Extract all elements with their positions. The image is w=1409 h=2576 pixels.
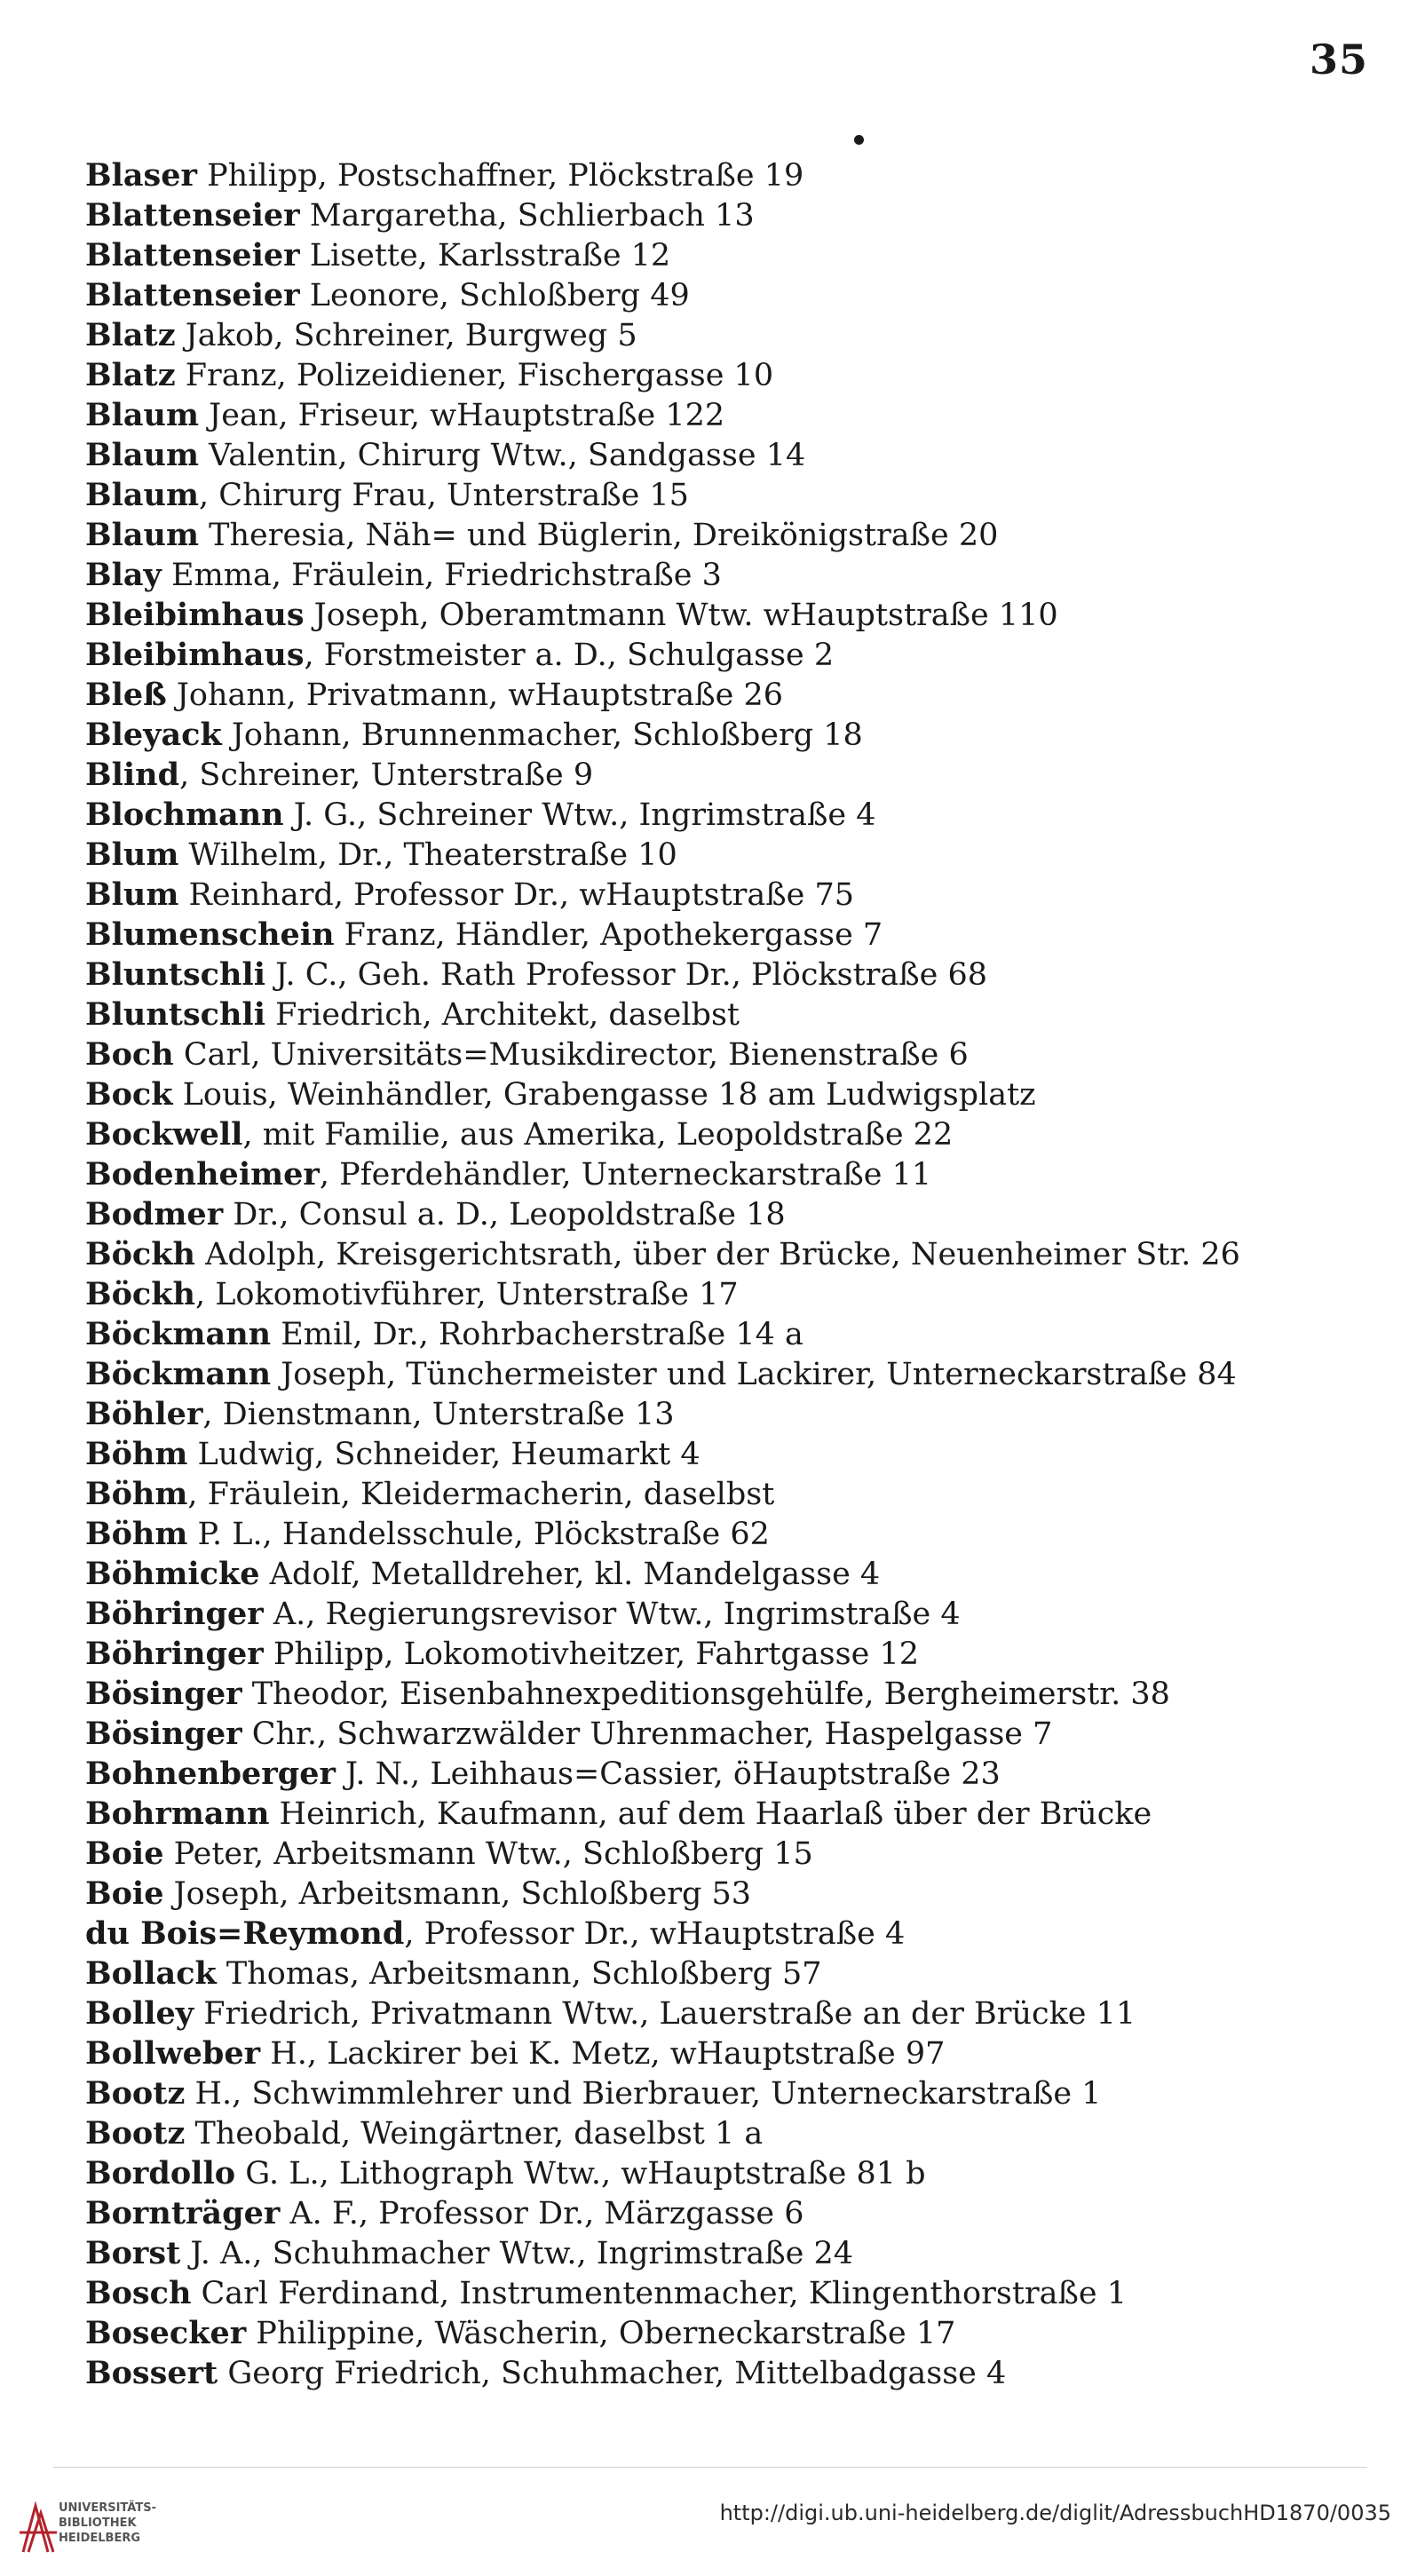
entry-details: A., Regierungsrevisor Wtw., Ingrimstraße 4 bbox=[263, 1597, 961, 1632]
entry-details: Heinrich, Kaufmann, auf dem Haarlaß über der Brücke bbox=[269, 1796, 1152, 1832]
library-name-line-2: BIBLIOTHEK bbox=[59, 2517, 137, 2530]
directory-entry bbox=[85, 675, 1373, 715]
directory-entry bbox=[85, 2233, 1373, 2273]
entry-surname: Böhm bbox=[85, 1476, 188, 1512]
entry-surname: Böhm bbox=[85, 1516, 188, 1552]
directory-entry bbox=[85, 2073, 1373, 2113]
entry-details: Adolf, Metalldreher, kl. Mandelgasse 4 bbox=[259, 1557, 881, 1592]
entry-details: , Professor Dr., wHauptstraße 4 bbox=[404, 1916, 906, 1952]
entry-details: , Forstmeister a. D., Schulgasse 2 bbox=[304, 638, 835, 673]
directory-entry bbox=[85, 2273, 1373, 2313]
entry-surname: Bodenheimer bbox=[85, 1156, 320, 1193]
entry-details: , Schreiner, Unterstraße 9 bbox=[179, 757, 594, 793]
entry-details: Johann, Privatmann, wHauptstraße 26 bbox=[166, 678, 784, 713]
entry-surname: Blatz bbox=[85, 357, 176, 393]
entry-details: Theobald, Weingärtner, daselbst 1 a bbox=[185, 2116, 764, 2152]
directory-entry bbox=[85, 755, 1373, 795]
directory-entry bbox=[85, 715, 1373, 755]
entry-surname: Blattenseier bbox=[85, 237, 300, 273]
entry-details: Dr., Consul a. D., Leopoldstraße 18 bbox=[223, 1197, 786, 1233]
directory-entry bbox=[85, 1154, 1373, 1194]
entry-surname: Bluntschli bbox=[85, 956, 265, 993]
entry-surname: Bolley bbox=[85, 1995, 194, 2032]
entry-details: Carl, Universitäts=Musikdirector, Bienenstraße 6 bbox=[173, 1037, 969, 1073]
entry-surname: Boie bbox=[85, 1835, 164, 1872]
entry-details: Thomas, Arbeitsmann, Schloßberg 57 bbox=[216, 1956, 822, 1992]
entry-details: Emil, Dr., Rohrbacherstraße 14 a bbox=[271, 1317, 803, 1352]
directory-entry bbox=[85, 1874, 1373, 1914]
entry-surname: Bohnenberger bbox=[85, 1756, 336, 1792]
entry-details: Friedrich, Privatmann Wtw., Lauerstraße an der Brücke 11 bbox=[194, 1996, 1136, 2032]
directory-entry bbox=[85, 795, 1373, 835]
entry-surname: Böckh bbox=[85, 1276, 195, 1312]
directory-entry bbox=[85, 1554, 1373, 1594]
entry-surname: Bleibimhaus bbox=[85, 597, 305, 633]
directory-entry bbox=[85, 1474, 1373, 1514]
directory-entry bbox=[85, 355, 1373, 395]
entry-surname: Bornträger bbox=[85, 2195, 281, 2231]
directory-entry bbox=[85, 955, 1373, 995]
directory-entry bbox=[85, 315, 1373, 355]
entry-surname: Böhringer bbox=[85, 1636, 264, 1672]
entry-surname: Blaum bbox=[85, 397, 200, 433]
directory-entry bbox=[85, 435, 1373, 475]
entry-surname: Bock bbox=[85, 1076, 173, 1113]
directory-entry bbox=[85, 835, 1373, 875]
directory-entry bbox=[85, 235, 1373, 275]
directory-entry bbox=[85, 155, 1373, 195]
entry-details: Franz, Händler, Apothekergasse 7 bbox=[334, 917, 883, 953]
library-name-line-3: HEIDELBERG bbox=[59, 2532, 141, 2545]
entry-details: Joseph, Tünchermeister und Lackirer, Unterneckarstraße 84 bbox=[271, 1357, 1237, 1392]
entry-details: Margaretha, Schlierbach 13 bbox=[299, 198, 755, 234]
entry-details: Chr., Schwarzwälder Uhrenmacher, Haspelgasse 7 bbox=[241, 1716, 1053, 1752]
directory-entry bbox=[85, 635, 1373, 675]
entry-details: Johann, Brunnenmacher, Schloßberg 18 bbox=[221, 717, 863, 753]
directory-entry bbox=[85, 1114, 1373, 1154]
entry-details: Joseph, Oberamtmann Wtw. wHauptstraße 110 bbox=[304, 598, 1058, 633]
entry-surname: Bosecker bbox=[85, 2315, 247, 2351]
entry-surname: Böhmicke bbox=[85, 1556, 260, 1592]
entry-surname: Bollweber bbox=[85, 2035, 261, 2072]
directory-entry bbox=[85, 1274, 1373, 1314]
entry-surname: Bleibimhaus bbox=[85, 637, 305, 673]
entry-surname: Bosch bbox=[85, 2275, 192, 2311]
entry-surname: Böckh bbox=[85, 1236, 195, 1272]
entry-details: Emma, Fräulein, Friedrichstraße 3 bbox=[161, 558, 722, 593]
entry-details: , Dienstmann, Unterstraße 13 bbox=[202, 1397, 675, 1432]
entry-details: Reinhard, Professor Dr., wHauptstraße 75 bbox=[178, 877, 855, 913]
entry-surname: Blaum bbox=[85, 477, 200, 513]
directory-entry bbox=[85, 995, 1373, 1034]
entry-surname: Blumenschein bbox=[85, 916, 335, 953]
directory-entry bbox=[85, 475, 1373, 515]
entry-details: Joseph, Arbeitsmann, Schloßberg 53 bbox=[163, 1876, 752, 1912]
entry-surname: Bösinger bbox=[85, 1716, 242, 1752]
entry-surname: Böhler bbox=[85, 1396, 203, 1432]
directory-entry bbox=[85, 2153, 1373, 2193]
directory-entry bbox=[85, 1394, 1373, 1434]
directory-entry-list bbox=[85, 155, 1373, 2393]
entry-surname: Bösinger bbox=[85, 1676, 242, 1712]
entry-details: Louis, Weinhändler, Grabengasse 18 am Ludwigsplatz bbox=[172, 1077, 1036, 1113]
entry-surname: Blaum bbox=[85, 517, 200, 553]
entry-details: Theodor, Eisenbahnexpeditionsgehülfe, Bergheimerstr. 38 bbox=[241, 1676, 1170, 1712]
entry-surname: Blum bbox=[85, 836, 179, 873]
entry-details: Theresia, Näh= und Büglerin, Dreikönigstraße 20 bbox=[199, 518, 999, 553]
entry-surname: Boch bbox=[85, 1036, 174, 1073]
entry-details: G. L., Lithograph Wtw., wHauptstraße 81 b bbox=[235, 2156, 926, 2192]
entry-surname: Böckmann bbox=[85, 1356, 272, 1392]
entry-surname: Böhm bbox=[85, 1436, 188, 1472]
directory-entry bbox=[85, 1674, 1373, 1714]
entry-details: Jean, Friseur, wHauptstraße 122 bbox=[199, 398, 725, 433]
page-number: 35 bbox=[1310, 36, 1369, 83]
directory-entry bbox=[85, 1834, 1373, 1874]
entry-details: Adolph, Kreisgerichtsrath, über der Brücke, Neuenheimer Str. 26 bbox=[194, 1237, 1240, 1272]
directory-entry bbox=[85, 1714, 1373, 1754]
directory-entry bbox=[85, 2353, 1373, 2393]
directory-entry bbox=[85, 395, 1373, 435]
entry-surname: Blatz bbox=[85, 317, 176, 353]
entry-surname: Bootz bbox=[85, 2075, 186, 2112]
entry-details: Jakob, Schreiner, Burgweg 5 bbox=[175, 318, 637, 353]
directory-entry bbox=[85, 595, 1373, 635]
entry-surname: Boie bbox=[85, 1875, 164, 1912]
directory-entry bbox=[85, 1914, 1373, 1954]
directory-entry bbox=[85, 555, 1373, 595]
entry-surname: Bleß bbox=[85, 677, 167, 713]
directory-entry bbox=[85, 2033, 1373, 2073]
ink-dot bbox=[854, 135, 864, 145]
directory-entry bbox=[85, 1794, 1373, 1834]
entry-surname: Blaser bbox=[85, 157, 197, 194]
entry-surname: Blind bbox=[85, 757, 180, 793]
entry-details: Georg Friedrich, Schuhmacher, Mittelbadgasse 4 bbox=[218, 2356, 1007, 2391]
entry-details: Carl Ferdinand, Instrumentenmacher, Klingenthorstraße 1 bbox=[191, 2276, 1127, 2311]
directory-entry bbox=[85, 1034, 1373, 1074]
entry-details: Valentin, Chirurg Wtw., Sandgasse 14 bbox=[199, 438, 806, 473]
directory-entry bbox=[85, 1514, 1373, 1554]
directory-entry bbox=[85, 915, 1373, 955]
entry-surname: du Bois=Reymond bbox=[85, 1915, 405, 1952]
directory-entry bbox=[85, 875, 1373, 915]
directory-entry bbox=[85, 1954, 1373, 1993]
entry-details: H., Schwimmlehrer und Bierbrauer, Unterneckarstraße 1 bbox=[185, 2076, 1102, 2112]
directory-entry bbox=[85, 195, 1373, 235]
directory-entry bbox=[85, 1754, 1373, 1794]
entry-surname: Bodmer bbox=[85, 1196, 224, 1233]
directory-entry bbox=[85, 2113, 1373, 2153]
entry-details: P. L., Handelsschule, Plöckstraße 62 bbox=[187, 1517, 770, 1552]
entry-details: J. A., Schuhmacher Wtw., Ingrimstraße 24 bbox=[180, 2236, 854, 2271]
directory-entry bbox=[85, 1594, 1373, 1634]
entry-details: Philippine, Wäscherin, Oberneckarstraße 17 bbox=[246, 2316, 956, 2351]
entry-details: J. C., Geh. Rath Professor Dr., Plöckstraße 68 bbox=[265, 957, 988, 993]
entry-surname: Bordollo bbox=[85, 2155, 236, 2192]
entry-surname: Blattenseier bbox=[85, 277, 300, 313]
entry-details: , Pferdehändler, Unterneckarstraße 11 bbox=[319, 1157, 932, 1193]
entry-details: Lisette, Karlsstraße 12 bbox=[299, 238, 671, 273]
directory-entry bbox=[85, 1234, 1373, 1274]
entry-surname: Blay bbox=[85, 557, 162, 593]
directory-entry bbox=[85, 2193, 1373, 2233]
entry-surname: Bluntschli bbox=[85, 996, 265, 1033]
entry-details: A. F., Professor Dr., Märzgasse 6 bbox=[280, 2196, 804, 2231]
directory-entry bbox=[85, 1314, 1373, 1354]
entry-details: H., Lackirer bei K. Metz, wHauptstraße 97 bbox=[260, 2036, 946, 2072]
directory-entry bbox=[85, 2313, 1373, 2353]
entry-surname: Blum bbox=[85, 876, 179, 913]
entry-details: Leonore, Schloßberg 49 bbox=[299, 278, 690, 313]
entry-details: , Fräulein, Kleidermacherin, daselbst bbox=[187, 1477, 775, 1512]
directory-entry bbox=[85, 1354, 1373, 1394]
entry-surname: Blattenseier bbox=[85, 197, 300, 234]
entry-details: Franz, Polizeidiener, Fischergasse 10 bbox=[175, 358, 774, 393]
entry-details: J. G., Schreiner Wtw., Ingrimstraße 4 bbox=[283, 797, 876, 833]
entry-details: Philipp, Lokomotivheitzer, Fahrtgasse 12 bbox=[263, 1637, 919, 1672]
footer-divider bbox=[53, 2467, 1367, 2468]
entry-surname: Borst bbox=[85, 2235, 181, 2271]
entry-details: Peter, Arbeitsmann Wtw., Schloßberg 15 bbox=[163, 1836, 813, 1872]
entry-details: Wilhelm, Dr., Theaterstraße 10 bbox=[178, 837, 677, 873]
directory-entry bbox=[85, 1634, 1373, 1674]
directory-entry bbox=[85, 1434, 1373, 1474]
entry-details: Ludwig, Schneider, Heumarkt 4 bbox=[187, 1437, 701, 1472]
entry-details: Friedrich, Architekt, daselbst bbox=[265, 997, 740, 1033]
entry-details: , Lokomotivführer, Unterstraße 17 bbox=[194, 1277, 739, 1312]
directory-entry bbox=[85, 275, 1373, 315]
entry-surname: Bossert bbox=[85, 2355, 218, 2391]
entry-surname: Bollack bbox=[85, 1955, 217, 1992]
directory-entry bbox=[85, 1074, 1373, 1114]
entry-surname: Blaum bbox=[85, 437, 200, 473]
entry-details: , mit Familie, aus Amerika, Leopoldstraße 22 bbox=[242, 1117, 954, 1153]
entry-surname: Bohrmann bbox=[85, 1795, 270, 1832]
directory-entry bbox=[85, 515, 1373, 555]
source-url[interactable]: http://digi.ub.uni-heidelberg.de/diglit/AdressbuchHD1870/0035 bbox=[719, 2501, 1391, 2525]
directory-entry bbox=[85, 1194, 1373, 1234]
entry-surname: Bootz bbox=[85, 2115, 186, 2152]
library-name-line-1: UNIVERSITÄTS- bbox=[59, 2501, 156, 2515]
entry-details: , Chirurg Frau, Unterstraße 15 bbox=[199, 478, 689, 513]
entry-surname: Bockwell bbox=[85, 1116, 243, 1153]
entry-surname: Bleyack bbox=[85, 717, 222, 753]
entry-surname: Böckmann bbox=[85, 1316, 272, 1352]
entry-details: J. N., Leihhaus=Cassier, öHauptstraße 23 bbox=[335, 1756, 1001, 1792]
entry-details: Philipp, Postschaffner, Plöckstraße 19 bbox=[196, 158, 804, 194]
directory-entry bbox=[85, 1993, 1373, 2033]
entry-surname: Böhringer bbox=[85, 1596, 264, 1632]
library-name bbox=[59, 2501, 156, 2546]
entry-surname: Blochmann bbox=[85, 797, 284, 833]
